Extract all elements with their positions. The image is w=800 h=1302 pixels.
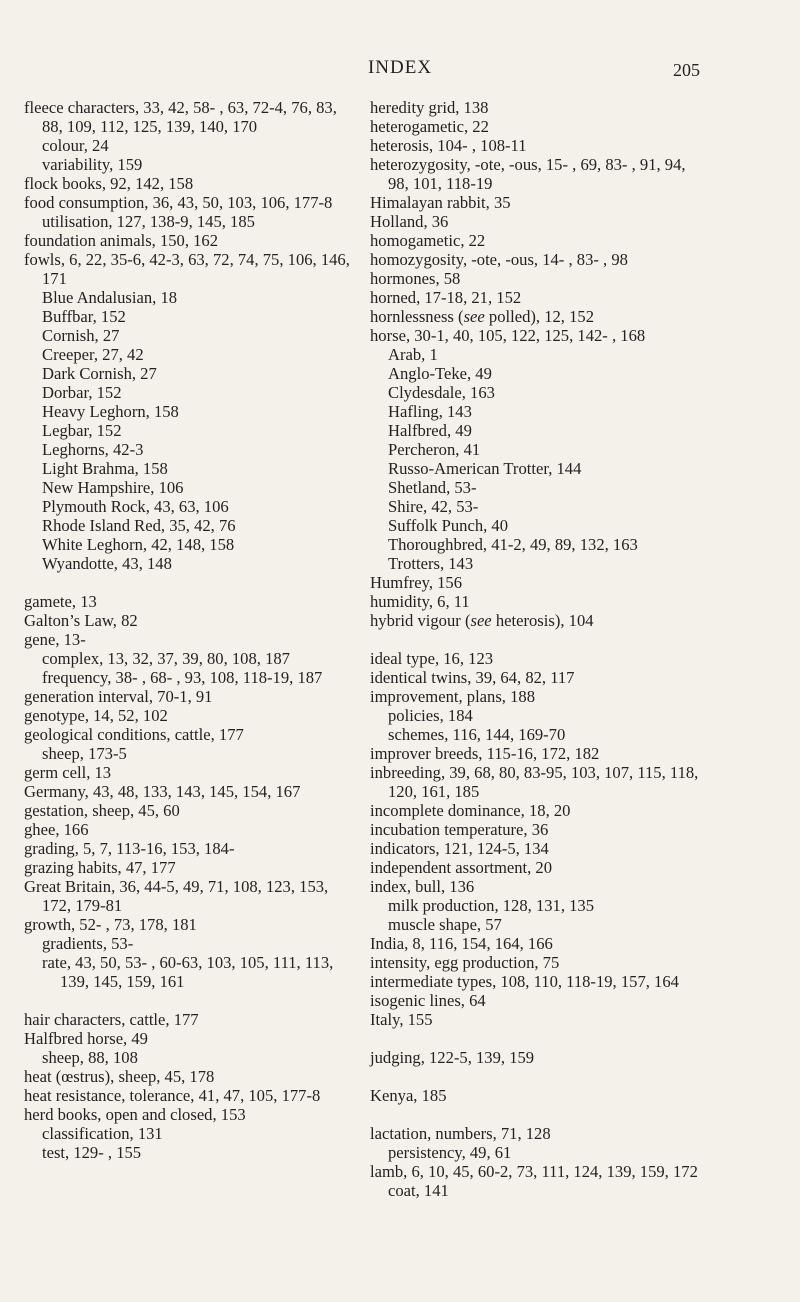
index-column-left [24,98,354,1162]
index-entry: Germany, 43, 48, 133, 143, 145, 154, 167 [24,782,301,801]
index-entry: fowls, 6, 22, 35-6, 42-3, 63, 72, 74, 75, 106, 146, 171 [24,250,350,288]
index-entry: indicators, 121, 124-5, 134 [370,839,549,858]
index-subentry: Thoroughbred, 41-2, 49, 89, 132, 163 [388,535,638,554]
index-subentry: Suffolk Punch, 40 [388,516,509,535]
index-subentry: muscle shape, 57 [388,915,502,934]
index-entry: hybrid vigour (see heterosis), 104 [370,611,594,630]
index-subentry: White Leghorn, 42, 148, 158 [42,535,235,554]
index-entry: horse, 30-1, 40, 105, 122, 125, 142- , 168 [370,326,646,345]
index-entry: food consumption, 36, 43, 50, 103, 106, 177-8 [24,193,333,212]
index-entry: germ cell, 13 [24,763,112,782]
index-subentry: Rhode Island Red, 35, 42, 76 [42,516,236,535]
index-subentry: Shire, 42, 53- [388,497,479,516]
index-subentry: Leghorns, 42-3 [42,440,144,459]
index-subentry: rate, 43, 50, 53- , 60-63, 103, 105, 111, 113, 139, 145, 159, 161 [42,953,334,991]
index-subentry: Trotters, 143 [388,554,474,573]
index-entry: humidity, 6, 11 [370,592,470,611]
index-entry: foundation animals, 150, 162 [24,231,219,250]
index-subentry: classification, 131 [42,1124,163,1143]
index-entry: horned, 17-18, 21, 152 [370,288,522,307]
index-entry: Great Britain, 36, 44-5, 49, 71, 108, 123, 153, 172, 179-81 [24,877,329,915]
index-entry: grading, 5, 7, 113-16, 153, 184- [24,839,235,858]
index-subentry: Russo-American Trotter, 144 [388,459,582,478]
page-title: INDEX [367,57,433,78]
index-entry: lactation, numbers, 71, 128 [370,1124,551,1143]
index-entry: identical twins, 39, 64, 82, 117 [370,668,575,687]
index-subentry: Percheron, 41 [388,440,481,459]
index-entry: index, bull, 136 [370,877,475,896]
index-subentry: Heavy Leghorn, 158 [42,402,179,421]
index-subentry: Cornish, 27 [42,326,120,345]
index-entry: isogenic lines, 64 [370,991,486,1010]
index-subentry: persistency, 49, 61 [388,1143,512,1162]
index-subentry: Plymouth Rock, 43, 63, 106 [42,497,229,516]
index-entry: growth, 52- , 73, 178, 181 [24,915,197,934]
index-entry: flock books, 92, 142, 158 [24,174,194,193]
index-subentry: Arab, 1 [388,345,438,364]
index-entry: heredity grid, 138 [370,98,489,117]
index-entry: herd books, open and closed, 153 [24,1105,246,1124]
index-entry: hornlessness (see polled), 12, 152 [370,307,594,326]
index-column-right [370,98,700,1200]
index-subentry: variability, 159 [42,155,143,174]
index-entry: intermediate types, 108, 110, 118-19, 157, 164 [370,972,679,991]
index-subentry: milk production, 128, 131, 135 [388,896,595,915]
index-entry: ideal type, 16, 123 [370,649,494,668]
index-entry: heterogametic, 22 [370,117,489,136]
index-subentry: Buffbar, 152 [42,307,126,326]
index-entry: grazing habits, 47, 177 [24,858,176,877]
index-subentry: sheep, 88, 108 [42,1048,138,1067]
index-entry: improver breeds, 115-16, 172, 182 [370,744,600,763]
index-entry: Halfbred horse, 49 [24,1029,148,1048]
index-entry: hormones, 58 [370,269,461,288]
index-entry: gestation, sheep, 45, 60 [24,801,180,820]
index-subentry: Clydesdale, 163 [388,383,495,402]
index-subentry: sheep, 173-5 [42,744,127,763]
index-entry: generation interval, 70-1, 91 [24,687,213,706]
index-subentry: Shetland, 53- [388,478,477,497]
index-entry: intensity, egg production, 75 [370,953,560,972]
index-entry: geological conditions, cattle, 177 [24,725,244,744]
index-subentry: Dark Cornish, 27 [42,364,157,383]
index-entry: heat resistance, tolerance, 41, 47, 105, 177-8 [24,1086,321,1105]
index-entry: lamb, 6, 10, 45, 60-2, 73, 111, 124, 139, 159, 172 [370,1162,698,1181]
index-entry: gamete, 13 [24,592,97,611]
index-subentry: test, 129- , 155 [42,1143,142,1162]
index-entry: homogametic, 22 [370,231,486,250]
index-entry: homozygosity, -ote, -ous, 14- , 83- , 98 [370,250,628,269]
index-entry: Italy, 155 [370,1010,433,1029]
index-subentry: New Hampshire, 106 [42,478,184,497]
index-subentry: Halfbred, 49 [388,421,472,440]
index-subentry: Blue Andalusian, 18 [42,288,178,307]
index-entry: Himalayan rabbit, 35 [370,193,511,212]
index-entry: Holland, 36 [370,212,449,231]
index-subentry: colour, 24 [42,136,109,155]
page-number: 205 [673,60,700,80]
index-subentry: policies, 184 [388,706,473,725]
index-entry: judging, 122-5, 139, 159 [370,1048,535,1067]
index-entry: independent assortment, 20 [370,858,553,877]
index-subentry: frequency, 38- , 68- , 93, 108, 118-19, 187 [42,668,323,687]
index-subentry: gradients, 53- [42,934,134,953]
index-entry: fleece characters, 33, 42, 58- , 63, 72-4, 76, 83, 88, 109, 112, 125, 139, 140, 170 [24,98,337,136]
index-subentry: Anglo-Teke, 49 [388,364,492,383]
index-subentry: Dorbar, 152 [42,383,122,402]
index-subentry: Creeper, 27, 42 [42,345,144,364]
index-entry: heat (œstrus), sheep, 45, 178 [24,1067,215,1086]
index-entry: gene, 13- [24,630,86,649]
index-subentry: complex, 13, 32, 37, 39, 80, 108, 187 [42,649,290,668]
index-entry: improvement, plans, 188 [370,687,535,706]
index-entry: heterosis, 104- , 108-11 [370,136,527,155]
index-subentry: utilisation, 127, 138-9, 145, 185 [42,212,255,231]
index-subentry: Light Brahma, 158 [42,459,168,478]
index-entry: Kenya, 185 [370,1086,447,1105]
index-entry: genotype, 14, 52, 102 [24,706,168,725]
index-entry: ghee, 166 [24,820,89,839]
index-subentry: coat, 141 [388,1181,449,1200]
index-subentry: schemes, 116, 144, 169-70 [388,725,566,744]
index-entry: hair characters, cattle, 177 [24,1010,199,1029]
index-subentry: Wyandotte, 43, 148 [42,554,172,573]
index-entry: heterozygosity, -ote, -ous, 15- , 69, 83- , 91, 94, 98, 101, 118-19 [370,155,686,193]
index-subentry: Legbar, 152 [42,421,122,440]
index-entry: incomplete dominance, 18, 20 [370,801,571,820]
index-entry: incubation temperature, 36 [370,820,549,839]
index-entry: Humfrey, 156 [370,573,463,592]
index-entry: India, 8, 116, 154, 164, 166 [370,934,553,953]
index-entry: Galton’s Law, 82 [24,611,138,630]
index-subentry: Hafling, 143 [388,402,472,421]
index-entry: inbreeding, 39, 68, 80, 83-95, 103, 107, 115, 118, 120, 161, 185 [370,763,699,801]
